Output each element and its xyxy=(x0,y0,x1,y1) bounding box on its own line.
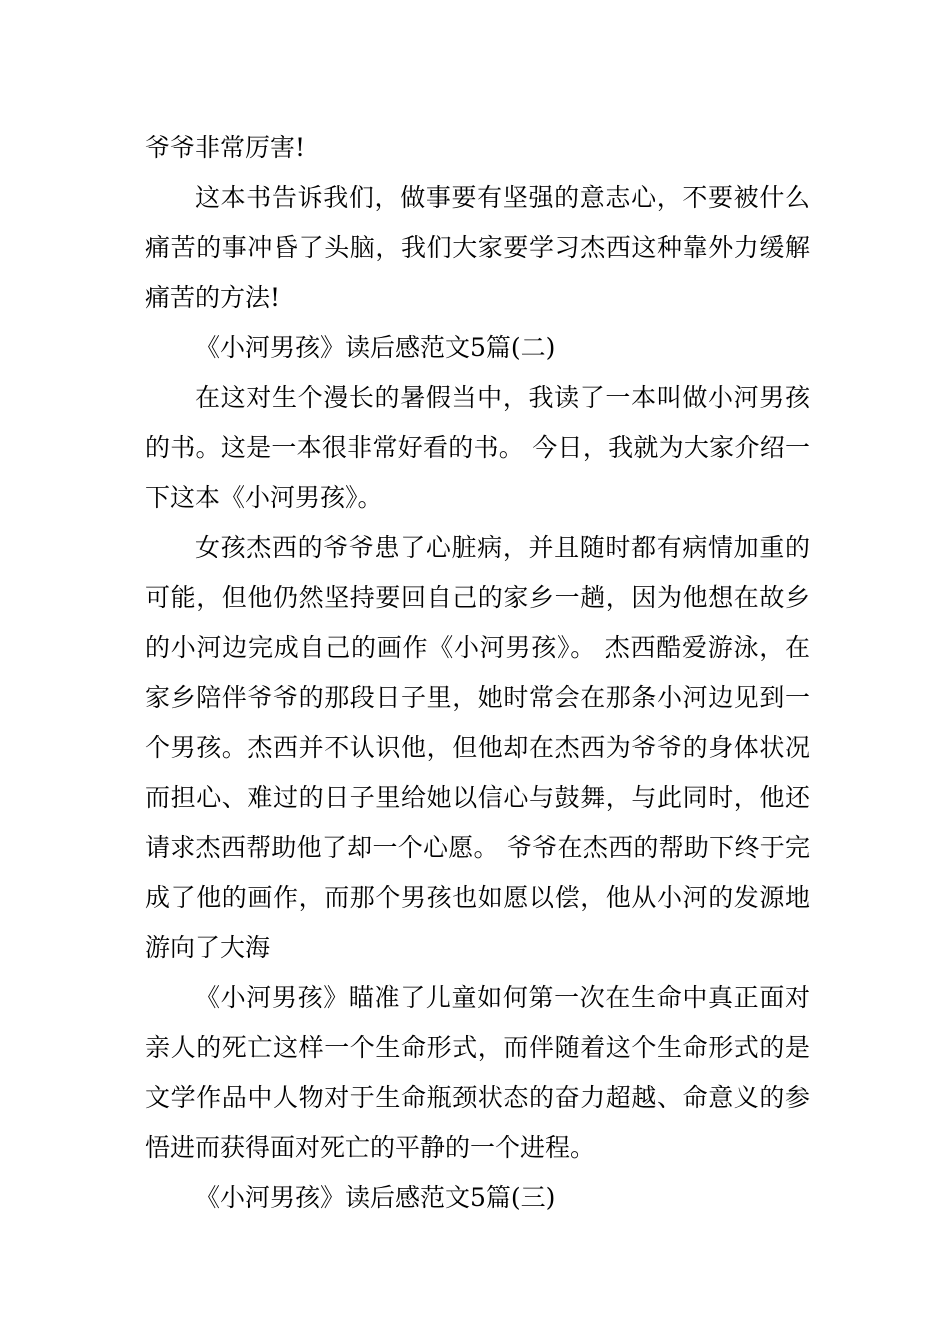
paragraph-1: 爷爷非常厉害! xyxy=(145,133,306,162)
paragraph-4: 女孩杰西的爷爷患了心脏病，并且随时都有病情加重的可能，但他仍然坚持要回自己的家乡一趟，因为他想在故乡的小河边完成自己的画作《小河男孩》。 杰西酷爱游泳，在家乡陪伴爷爷的那段日子里，她时常会在那条小河边见到一个男孩。杰西并不认识他，但他却在杰西为爷爷的身体状况而担心、难过的日子里给她以信心与鼓舞，与此同时，他还请求杰西帮助他了却一个心愿。 爷爷在杰西的帮助下终于完成了他的画作，而那个男孩也如愿以偿，他从小河的发源地游向了大海 xyxy=(145,533,810,962)
paragraph-5: 《小河男孩》瞄准了儿童如何第一次在生命中真正面对亲人的死亡这样一个生命形式，而伴随着这个生命形式的是文学作品中人物对于生命瓶颈状态的奋力超越、命意义的参悟进而获得面对死亡的平静的一个进程。 xyxy=(145,983,810,1162)
paragraph-2: 这本书告诉我们，做事要有坚强的意志心，不要被什么痛苦的事冲昏了头脑，我们大家要学习杰西这种靠外力缓解痛苦的方法! xyxy=(145,183,810,312)
paragraph-3: 在这对生个漫长的暑假当中，我读了一本叫做小河男孩的书。这是一本很非常好看的书。 今日，我就为大家介绍一下这本《小河男孩》。 xyxy=(145,383,810,512)
document-body xyxy=(145,123,810,1223)
section-heading-2: 《小河男孩》读后感范文5篇(二) xyxy=(195,333,556,362)
section-heading-3: 《小河男孩》读后感范文5篇(三) xyxy=(195,1183,556,1212)
